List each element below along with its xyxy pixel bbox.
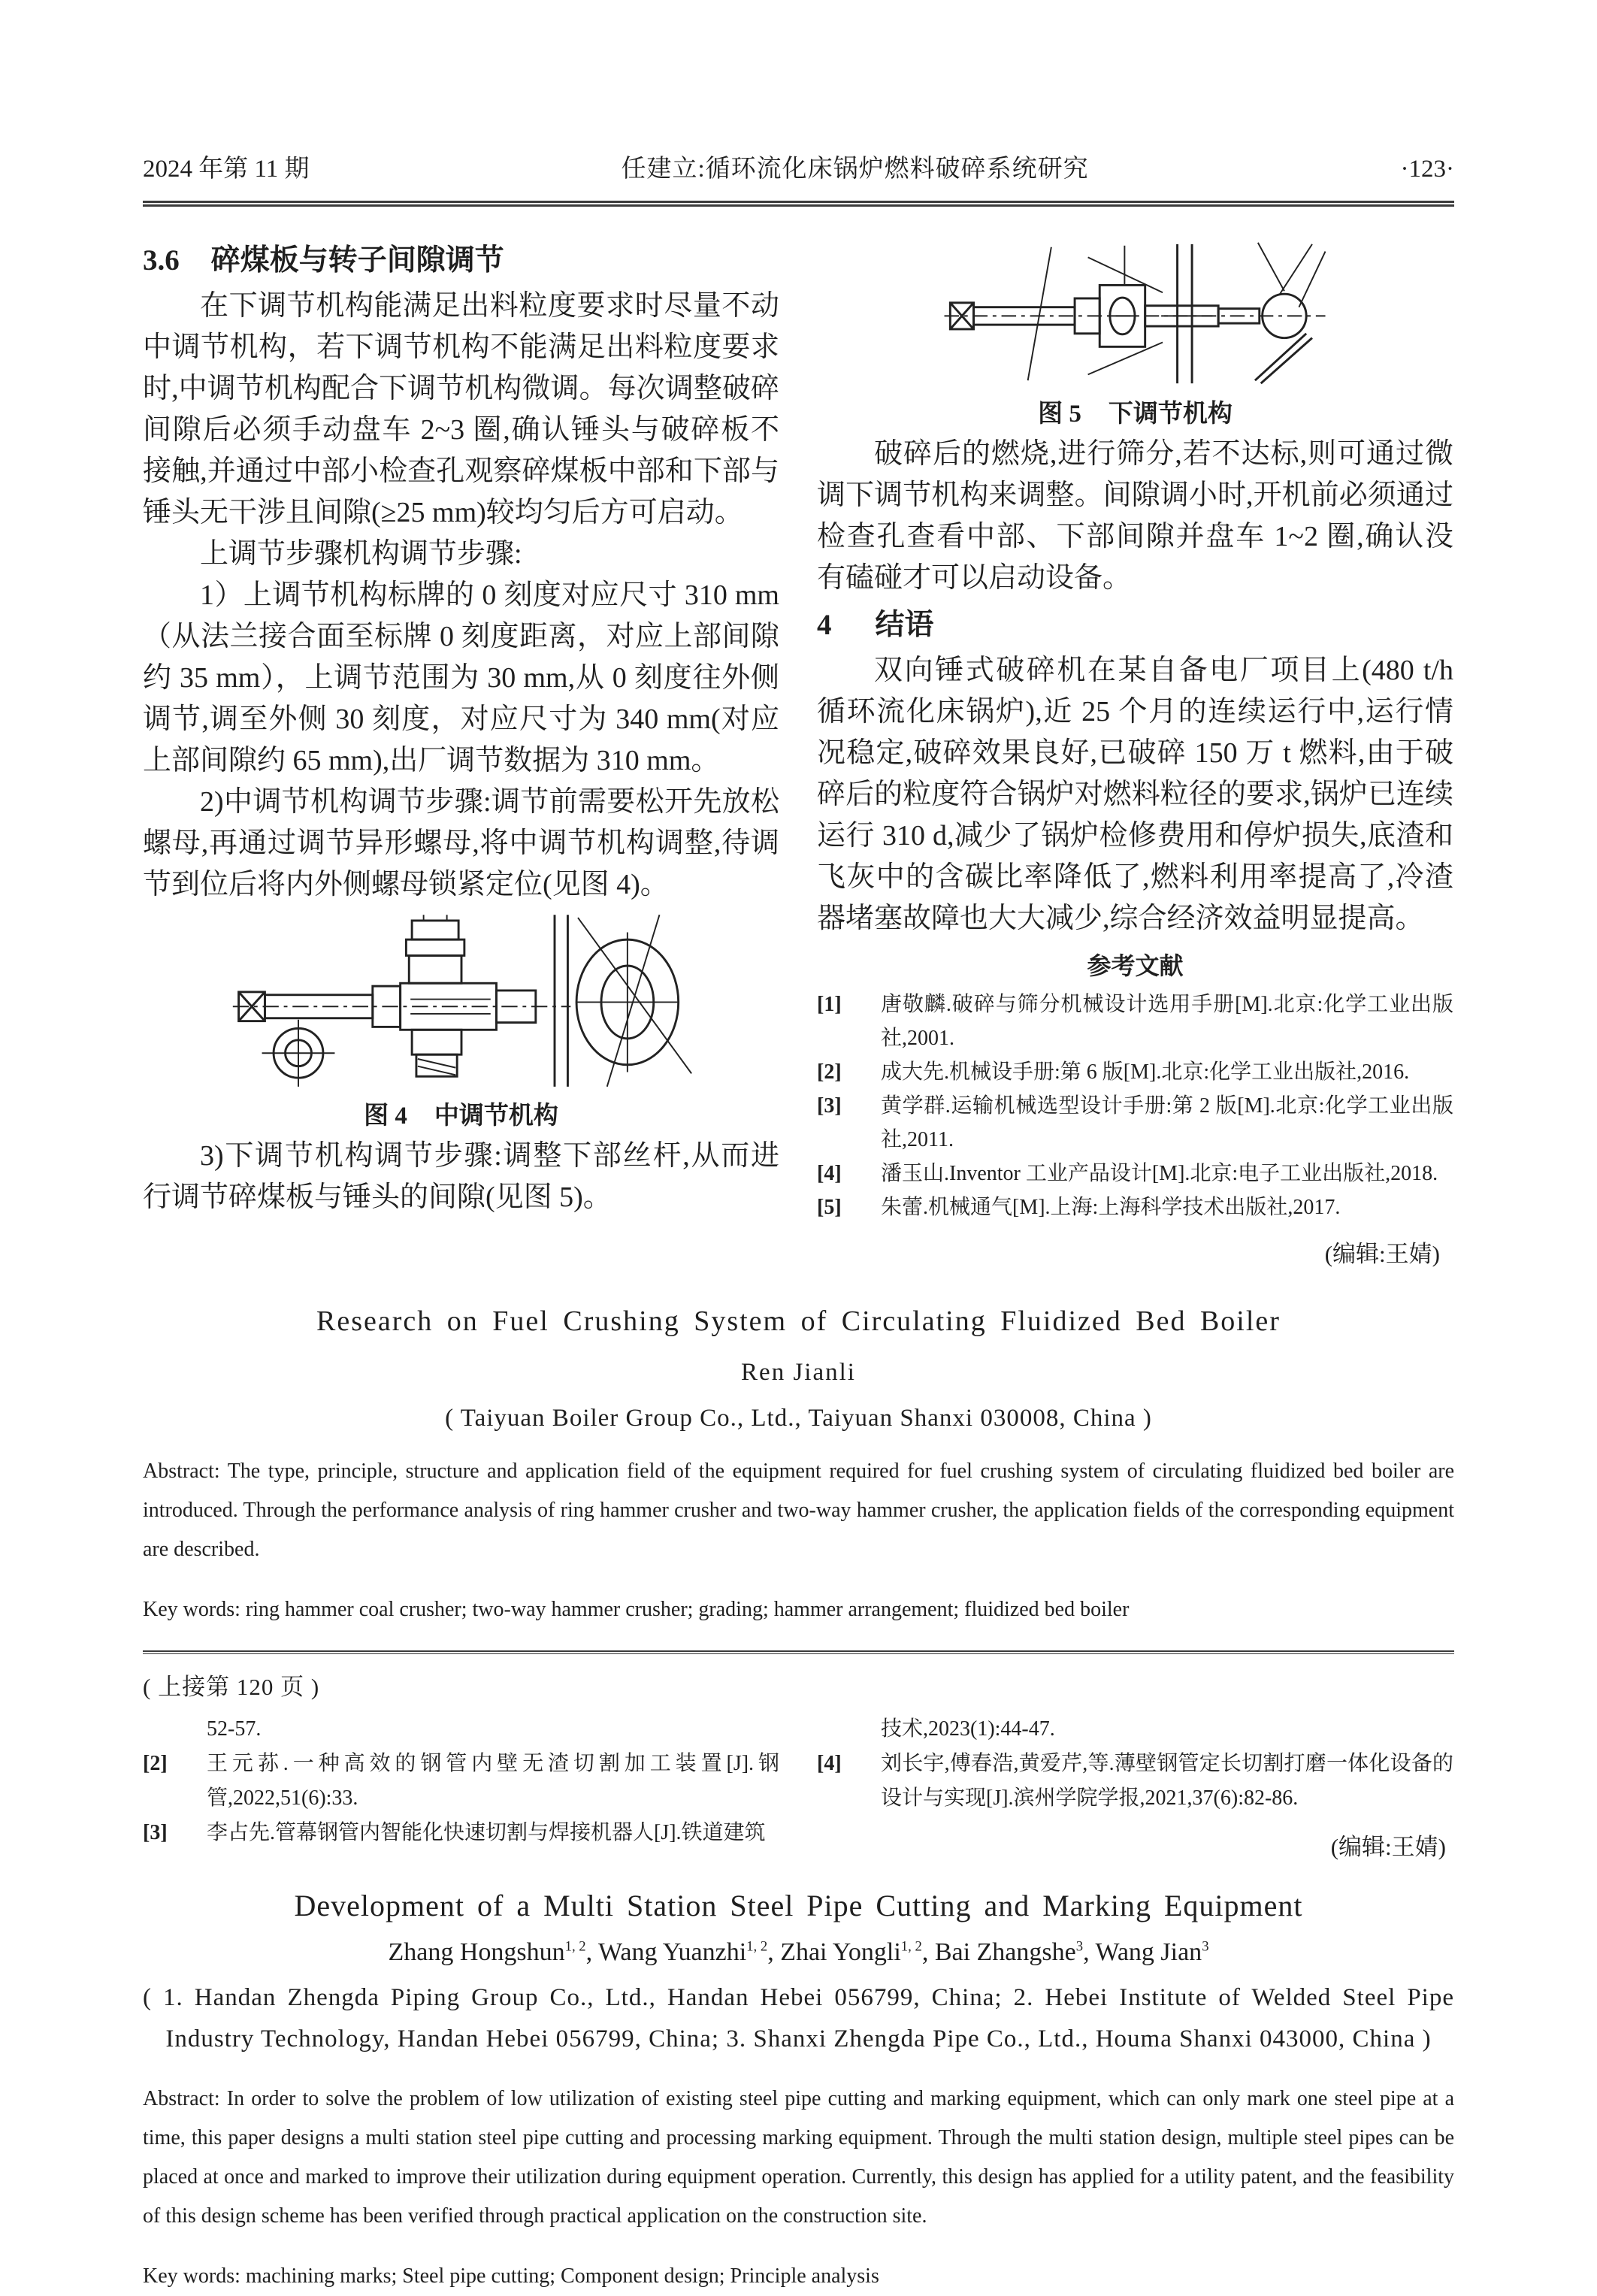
author-name: Zhai Yongli	[780, 1938, 901, 1966]
section-divider	[143, 1650, 1454, 1654]
figure-caption-label: 图 4	[364, 1103, 407, 1130]
figure-caption-text: 下调节机构	[1108, 401, 1233, 428]
paragraph: 1）上调节机构标牌的 0 刻度对应尺寸 310 mm（从法兰接合面至标牌 0 刻度距离，对应上部间隙约 35 mm），上调节范围为 30 mm,从 0 刻度往外侧调节,调至外侧 30 刻度，对应尺寸为 340 mm(对应上部间隙约 65 mm),出厂调节数据为 310 mm。	[143, 579, 779, 776]
paper1-affiliation: ( Taiyuan Boiler Group Co., Ltd., Taiyuan Shanxi 030008, China )	[445, 1405, 1152, 1432]
keywords-label: Key words:	[143, 1598, 240, 1621]
figure-5	[817, 240, 1453, 429]
author-superscript: 1, 2	[746, 1938, 768, 1955]
reference-item	[143, 1747, 779, 1816]
author-name: Wang Yuanzhi	[598, 1938, 747, 1966]
figure-caption	[817, 394, 1453, 429]
continued-columns	[143, 1712, 1454, 1862]
section-number: 3.6	[143, 244, 180, 277]
reference-id: [4]	[817, 1752, 842, 1775]
page-header	[143, 149, 1454, 184]
reference-text: 黄学群.运输机械选型设计手册:第 2 版[M].北京:化学工业出版社,2011.	[881, 1094, 1453, 1151]
reference-text: 潘玉山.Inventor 工业产品设计[M].北京:电子工业出版社,2018.	[881, 1162, 1438, 1185]
author-name: Bai Zhangshe	[934, 1938, 1076, 1966]
references-heading: 参考文献	[1087, 952, 1184, 979]
lower-adjustment-mechanism-drawing	[936, 240, 1335, 386]
abstract-label: Abstract:	[143, 1460, 220, 1483]
continued-right-column	[817, 1712, 1453, 1862]
figure-caption-label: 图 5	[1038, 401, 1081, 428]
editor-note: (编辑:王婧)	[1324, 1241, 1440, 1267]
author	[935, 1938, 1096, 1966]
reference-item	[143, 1816, 779, 1850]
abstract-text: The type, principle, structure and application field of the equipment required for fuel crushing system of circulating fluidized bed boiler are introduced. Through the performance analysis of ring hammer crusher and two-way hammer crusher, the application fields of the corresponding equipment are described.	[143, 1460, 1455, 1561]
section-heading-4	[817, 603, 1453, 647]
author	[1095, 1938, 1208, 1966]
page-number: ·123·	[1400, 156, 1454, 183]
reference-item	[817, 1157, 1453, 1190]
keywords-text: ring hammer coal crusher; two-way hammer crusher; grading; hammer arrangement; fluidized bed boiler	[245, 1598, 1130, 1621]
reference-id: [2]	[817, 1060, 842, 1084]
reference-text: 52-57.	[207, 1717, 262, 1741]
keywords-label: Key words:	[143, 2264, 240, 2288]
paper2-affiliation: ( 1. Handan Zhengda Piping Group Co., Ltd., Handan Hebei 056799, China; 2. Hebei Institute of Welded Steel Pipe Industry Technology, Handan Hebei 056799, China; 3. Shanxi Zhengda Pipe Co., Ltd., Houma Shanxi 043000, China )	[143, 1984, 1454, 2052]
section-heading-3-6	[143, 240, 779, 281]
reference-item	[817, 1055, 1453, 1089]
journal-issue-label: 2024 年第 11 期	[143, 156, 310, 183]
header-rule	[143, 201, 1454, 207]
reference-id: [3]	[143, 1821, 168, 1844]
keywords-text: machining marks; Steel pipe cutting; Component design; Principle analysis	[245, 2264, 879, 2288]
reference-id: [1]	[817, 993, 842, 1016]
author	[598, 1938, 780, 1966]
reference-item	[817, 1089, 1453, 1157]
paper1-title: Research on Fuel Crushing System of Circulating Fluidized Bed Boiler	[316, 1305, 1281, 1337]
continued-section	[143, 1668, 1454, 1862]
abstract-text: In order to solve the problem of low utilization of existing steel pipe cutting and marking equipment, which can only mark one steel pipe at a time, this paper designs a multi station steel pipe cutting and processing marking equipment. Through the multi station design, multiple steel pipes can be placed at once and marked to improve their utilization during equipment operation. Currently, this design has applied for a utility patent, and the feasibility of this design scheme has been verified through practical application on the construction site.	[143, 2087, 1455, 2228]
reference-text: 唐敬麟.破碎与筛分机械设计选用手册[M].北京:化学工业出版社,2001.	[881, 993, 1453, 1050]
reference-id	[143, 1712, 207, 1747]
paper2-title: Development of a Multi Station Steel Pipe Cutting and Marking Equipment	[294, 1889, 1303, 1922]
author	[780, 1938, 935, 1966]
content-columns	[143, 240, 1454, 1269]
reference-id: [5]	[817, 1196, 842, 1219]
paragraph: 双向锤式破碎机在某自备电厂项目上(480 t/h 循环流化床锅炉),近 25 个月的连续运行中,运行情况稳定,破碎效果良好,已破碎 150 万 t 燃料,由于破碎后的粒度符合锅炉对燃料粒径的要求,锅炉已连续运行 310 d,减少了锅炉检修费用和停炉损失,底渣和飞灰中的含碳比率降低了,燃料利用率提高了,冷渣器堵塞故障也大大减少,综合经济效益明显提高。	[817, 655, 1453, 934]
paper2-keywords	[143, 2257, 1454, 2296]
reference-item	[817, 1712, 1453, 1747]
paragraph: 破碎后的燃烧,进行筛分,若不达标,则可通过微调下调节机构来调整。间隙调小时,开机前必须通过检查孔查看中部、下部间隙并盘车 1~2 圈,确认没有磕碰才可以启动设备。	[817, 438, 1453, 594]
reference-item	[817, 1747, 1453, 1816]
reference-item	[143, 1712, 779, 1747]
paragraph: 3)下调节机构调节步骤:调整下部丝杆,从而进行调节碎煤板与锤头的间隙(见图 5)。	[143, 1140, 779, 1213]
author	[388, 1938, 598, 1966]
figure-4	[143, 913, 779, 1131]
paper1-english-section	[143, 1303, 1454, 1629]
author-superscript: 1, 2	[900, 1938, 922, 1955]
author-superscript: 3	[1202, 1938, 1209, 1955]
continued-label: ( 上接第 120 页 )	[143, 1674, 320, 1700]
continued-left-column	[143, 1712, 779, 1862]
reference-item	[817, 988, 1453, 1055]
reference-list	[817, 988, 1453, 1224]
reference-text: 朱蕾.机械通气[M].上海:上海科学技术出版社,2017.	[881, 1196, 1341, 1219]
paragraph: 在下调节机构能满足出料粒度要求时尽量不动中调节机构，若下调节机构不能满足出料粒度要求时,中调节机构配合下调节机构微调。每次调整破碎间隙后必须手动盘车 2~3 圈,确认锤头与破碎板不接触,并通过中部小检查孔观察碎煤板中部和下部与锤头无干涉且间隙(≥25 mm)较均匀后方可启动。	[143, 290, 779, 528]
figure-caption-text: 中调节机构	[434, 1103, 558, 1130]
abstract-label: Abstract:	[143, 2087, 220, 2110]
paper1-keywords	[143, 1590, 1454, 1629]
paragraph: 2)中调节机构调节步骤:调节前需要松开先放松螺母,再通过调节异形螺母,将中调节机构调整,待调节到位后将内外侧螺母锁紧定位(见图 4)。	[143, 786, 779, 900]
reference-item	[817, 1190, 1453, 1224]
reference-text: 技术,2023(1):44-47.	[881, 1717, 1055, 1741]
paper2-english-section	[143, 1887, 1454, 2296]
reference-id	[817, 1712, 881, 1747]
paper1-author: Ren Jianli	[741, 1359, 856, 1386]
reference-text: 刘长宇,傅春浩,黄爱芹,等.薄壁钢管定长切割打磨一体化设备的设计与实现[J].滨州学院学报,2021,37(6):82-86.	[881, 1752, 1453, 1810]
reference-text: 王元荪.一种高效的钢管内壁无渣切割加工装置[J].钢管,2022,51(6):33.	[207, 1752, 779, 1810]
running-title: 任建立:循环流化床锅炉燃料破碎系统研究	[621, 156, 1089, 183]
right-column	[817, 240, 1453, 1269]
section-number: 4	[817, 609, 832, 641]
reference-id: [2]	[143, 1752, 168, 1775]
reference-id: [3]	[817, 1094, 842, 1118]
figure-caption	[143, 1096, 779, 1131]
author-superscript: 3	[1075, 1938, 1084, 1955]
author-name: Wang Jian	[1095, 1938, 1202, 1966]
paper1-abstract	[143, 1452, 1454, 1569]
editor-note: (编辑:王婧)	[1330, 1834, 1446, 1860]
paper2-abstract	[143, 2080, 1454, 2236]
mid-adjustment-mechanism-drawing	[228, 913, 694, 1088]
reference-text: 李占先.管幕钢管内智能化快速切割与焊接机器人[J].铁道建筑	[207, 1821, 766, 1844]
paper2-authors	[143, 1938, 1454, 1967]
author-superscript: 1, 2	[564, 1938, 586, 1955]
reference-text: 成大先.机械设手册:第 6 版[M].北京:化学工业出版社,2016.	[881, 1060, 1410, 1084]
left-column	[143, 240, 779, 1269]
section-title: 结语	[875, 609, 934, 641]
reference-id: [4]	[817, 1162, 842, 1185]
author-name: Zhang Hongshun	[388, 1938, 565, 1966]
paragraph: 上调节步骤机构调节步骤:	[200, 538, 522, 570]
section-title: 碎煤板与转子间隙调节	[210, 244, 504, 277]
